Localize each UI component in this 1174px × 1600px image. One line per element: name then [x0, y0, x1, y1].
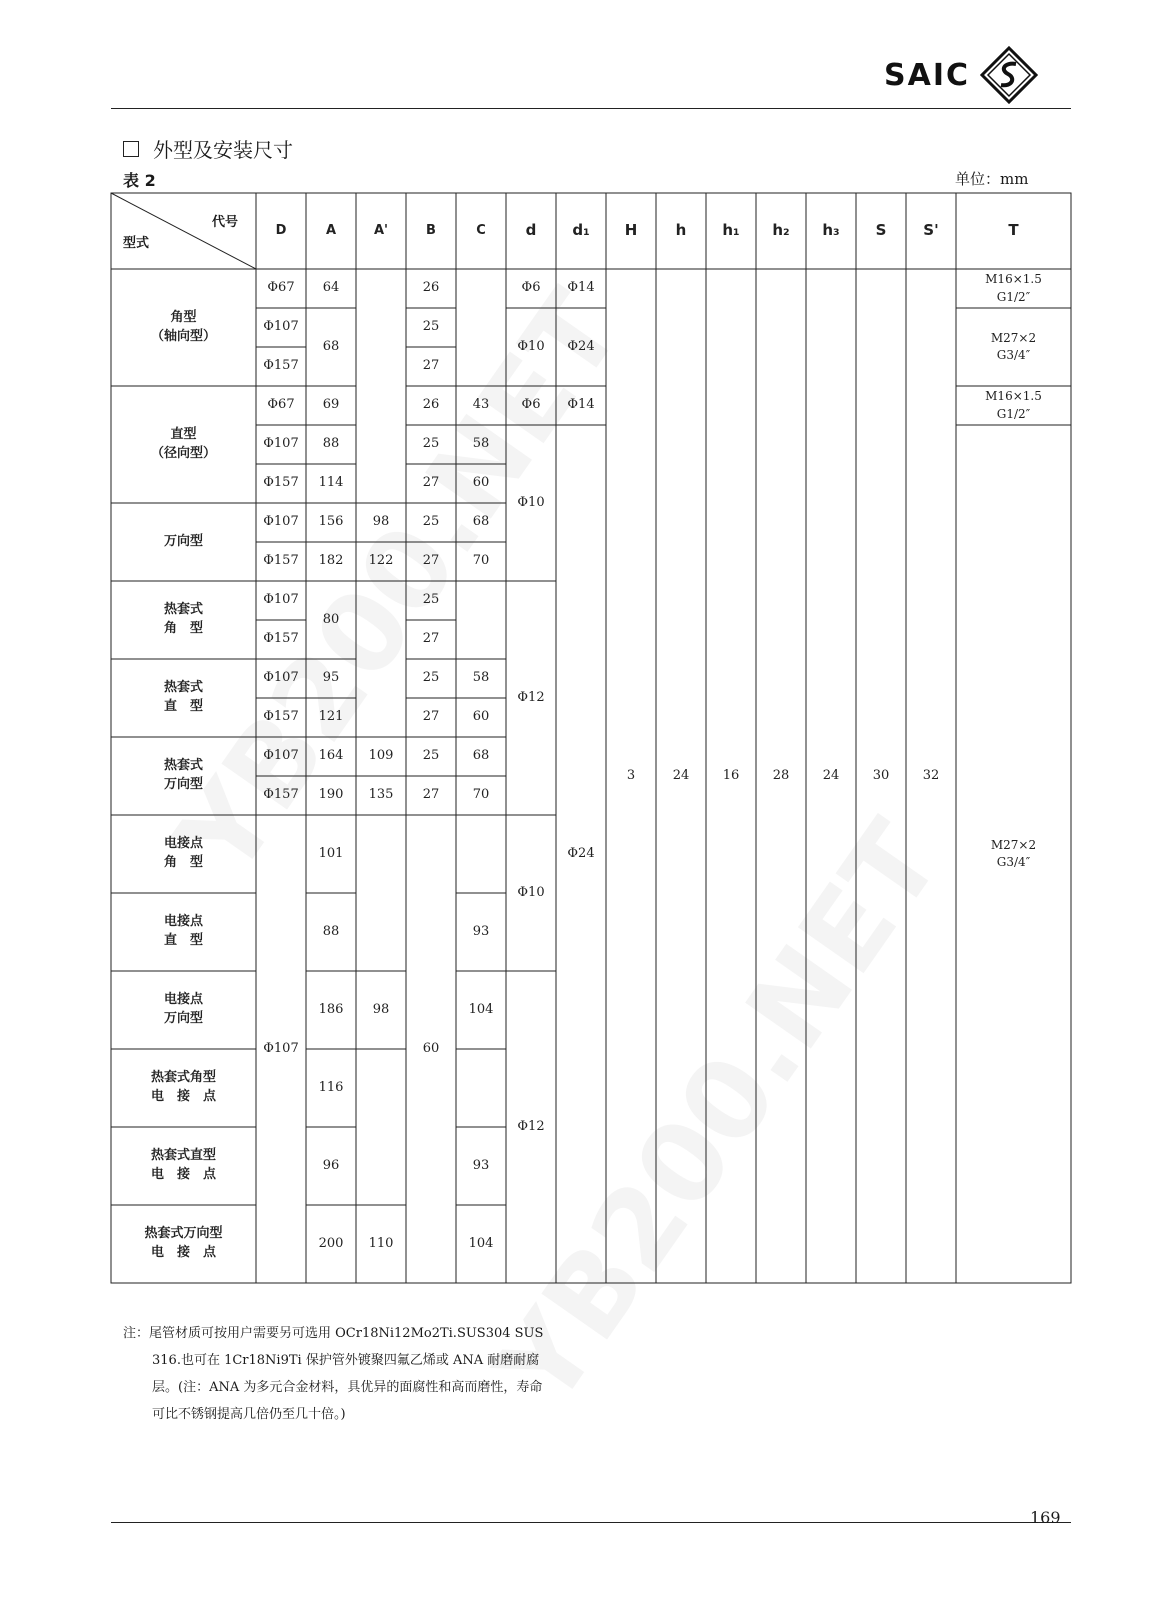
cell-A-prime: 135: [368, 787, 394, 803]
cell-D: Φ67: [267, 280, 295, 296]
type-cell: 电接点 角 型: [163, 836, 203, 870]
cell-D: Φ157: [263, 709, 299, 725]
cell-D: Φ107: [263, 592, 299, 608]
cell-B: 25: [422, 592, 440, 608]
notes: [123, 1320, 583, 1428]
column-header-H: H: [624, 221, 638, 240]
column-header-A-prime: A': [373, 222, 389, 238]
cell-A: 182: [318, 553, 344, 569]
table-label: 表 2: [123, 171, 156, 190]
cell-D: Φ107: [263, 1040, 299, 1056]
cell-B: 60: [422, 1040, 440, 1056]
cell-D: Φ107: [263, 436, 299, 452]
column-header-S-prime: S': [923, 221, 939, 240]
cell-A: 69: [322, 397, 340, 413]
cell-B: 25: [422, 514, 440, 530]
cell-d1: Φ14: [567, 280, 595, 296]
column-header-h: h: [675, 221, 687, 240]
cell-A: 96: [322, 1157, 340, 1173]
cell-B: 25: [422, 748, 440, 764]
cell-B: 27: [422, 553, 440, 569]
cell-A: 64: [322, 280, 340, 296]
type-cell: 热套式 直 型: [163, 680, 203, 714]
cell-C: 60: [472, 475, 490, 491]
type-cell: 万向型: [163, 533, 203, 549]
cell-A-prime: 98: [372, 514, 390, 530]
cell-A: 116: [318, 1079, 344, 1095]
page-number: 169: [1030, 1508, 1061, 1527]
cell-A: 68: [322, 338, 340, 354]
cell-A: 114: [318, 475, 344, 491]
cell-C: 93: [472, 923, 490, 939]
cell-A: 156: [318, 514, 344, 530]
cell-C: 68: [472, 514, 490, 530]
note-line: 注：尾管材质可按用户需要另可选用 OCr18Ni12Mo2Ti.SUS304 SUS: [123, 1326, 544, 1341]
type-cell: 直型 （径向型）: [150, 426, 216, 461]
cell-d: Φ10: [517, 494, 545, 510]
cell-A: 88: [322, 923, 340, 939]
cell-A: 101: [318, 845, 344, 861]
cell-A: 80: [322, 611, 340, 627]
cell-d: Φ12: [517, 1118, 545, 1134]
cell-C: 70: [472, 553, 490, 569]
type-cell: 角型 （轴向型）: [150, 309, 216, 344]
cell-A-prime: 122: [368, 553, 394, 569]
cell-d: Φ10: [517, 884, 545, 900]
cell-d: Φ6: [521, 280, 541, 296]
cell-d1: Φ24: [567, 338, 595, 354]
cell-A: 95: [322, 670, 340, 686]
cell-D: Φ107: [263, 319, 299, 335]
cell-d: Φ6: [521, 397, 541, 413]
cell-B: 27: [422, 631, 440, 647]
type-cell: 热套式直型 电 接 点: [150, 1148, 216, 1182]
corner-code-label: 代号: [212, 215, 239, 230]
cell-S-prime: 32: [922, 767, 940, 783]
cell-D: Φ107: [263, 748, 299, 764]
cell-D: Φ67: [267, 397, 295, 413]
cell-C: 70: [472, 787, 490, 803]
cell-h2: 28: [772, 767, 790, 783]
type-cell: 电接点 直 型: [163, 914, 203, 948]
type-cell: 热套式角型 电 接 点: [150, 1070, 216, 1104]
section-title: 外型及安装尺寸: [123, 134, 293, 163]
cell-A-prime: 110: [368, 1235, 394, 1251]
type-cell: 热套式 万向型: [163, 758, 203, 792]
cell-A: 200: [318, 1235, 344, 1251]
cell-D: Φ157: [263, 631, 299, 647]
cell-B: 26: [422, 280, 440, 296]
unit-label: 单位：mm: [955, 170, 1029, 188]
cell-T: M27×2 G3/4″: [990, 330, 1037, 362]
column-header-S: S: [875, 221, 887, 240]
cell-B: 27: [422, 787, 440, 803]
column-header-d: d: [525, 221, 537, 240]
cell-d1: Φ14: [567, 397, 595, 413]
cell-D: Φ157: [263, 553, 299, 569]
cell-A: 186: [318, 1001, 344, 1017]
cell-h3: 24: [822, 767, 840, 783]
cell-B: 26: [422, 397, 440, 413]
cell-h: 24: [672, 767, 690, 783]
cell-T: M16×1.5 G1/2″: [985, 389, 1042, 421]
column-header-d1: d₁: [572, 221, 590, 240]
cell-A-prime: 98: [372, 1001, 390, 1017]
cell-A-prime: 109: [368, 748, 394, 764]
column-header-h1: h₁: [722, 221, 740, 240]
type-cell: 电接点 万向型: [163, 992, 203, 1026]
column-header-C: C: [476, 222, 486, 238]
footer-rule: [111, 1522, 1071, 1523]
cell-S: 30: [872, 767, 890, 783]
cell-C: 58: [472, 670, 490, 686]
column-header-h2: h₂: [772, 221, 790, 240]
note-line: 316.也可在 1Cr18Ni9Ti 保护管外镀聚四氟乙烯或 ANA 耐磨耐腐: [152, 1353, 540, 1368]
cell-D: Φ157: [263, 475, 299, 491]
logo-text: SAIC: [884, 57, 971, 93]
cell-d1: Φ24: [567, 845, 595, 861]
cell-H: 3: [626, 767, 636, 783]
column-header-T: T: [1008, 221, 1019, 240]
cell-C: 93: [472, 1157, 490, 1173]
corner-type-label: 型式: [123, 236, 150, 251]
cell-C: 68: [472, 748, 490, 764]
cell-B: 25: [422, 436, 440, 452]
type-cell: 热套式 角 型: [163, 602, 203, 636]
cell-D: Φ157: [263, 358, 299, 374]
cell-D: Φ157: [263, 787, 299, 803]
cell-d: Φ10: [517, 338, 545, 354]
cell-B: 27: [422, 358, 440, 374]
column-header-A: A: [325, 222, 337, 238]
cell-C: 104: [468, 1235, 494, 1251]
cell-T: M27×2 G3/4″: [990, 837, 1037, 869]
cell-T: M16×1.5 G1/2″: [985, 272, 1042, 304]
column-header-h3: h₃: [822, 221, 840, 240]
column-header-D: D: [275, 222, 287, 238]
cell-C: 58: [472, 436, 490, 452]
cell-h1: 16: [722, 767, 740, 783]
cell-B: 27: [422, 475, 440, 491]
cell-A: 88: [322, 436, 340, 452]
column-header-B: B: [426, 222, 436, 238]
cell-C: 43: [472, 397, 490, 413]
cell-C: 104: [468, 1001, 494, 1017]
note-line: 层。(注：ANA 为多元合金材料，具优异的面腐性和高而磨性，寿命: [152, 1380, 543, 1395]
cell-B: 25: [422, 319, 440, 335]
cell-d: Φ12: [517, 689, 545, 705]
cell-A: 190: [318, 787, 344, 803]
cell-A: 121: [318, 709, 344, 725]
cell-B: 25: [422, 670, 440, 686]
cell-D: Φ107: [263, 670, 299, 686]
cell-B: 27: [422, 709, 440, 725]
type-cell: 热套式万向型 电 接 点: [144, 1226, 223, 1260]
cell-C: 60: [472, 709, 490, 725]
note-line: 可比不锈钢提高几倍仍至几十倍。): [152, 1407, 346, 1422]
cell-D: Φ107: [263, 514, 299, 530]
cell-A: 164: [318, 748, 344, 764]
